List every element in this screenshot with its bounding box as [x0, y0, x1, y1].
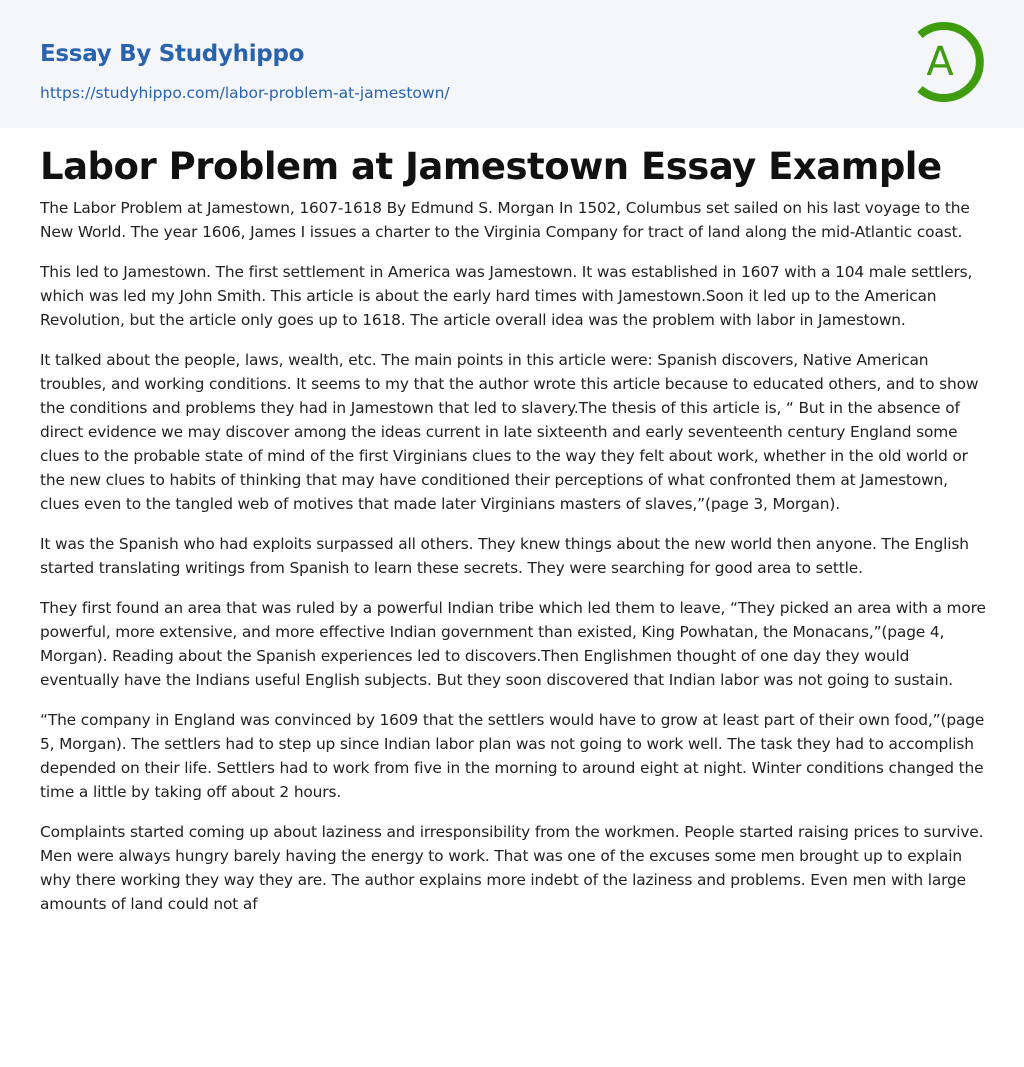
paragraph: Complaints started coming up about laziness and irresponsibility from the workmen. People started raising prices to survive. Men were always hungry barely having the energy to work. That was one of the excuses some men brought up to explain why there working they way they are. The author explains more indebt of the laziness and problems. Even men with large amounts of land could not af	[40, 823, 984, 913]
paragraph: This led to Jamestown. The first settlement in America was Jamestown. It was established in 1607 with a 104 male settlers, which was led my John Smith. This article is about the early hard times with Jamestown.Soon it led up to the American Revolution, but the article only goes up to 1618. The article overall idea was the problem with labor in Jamestown.	[40, 263, 973, 329]
article-body	[40, 196, 986, 932]
studyhippo-logo-icon[interactable]	[912, 19, 986, 105]
paragraph: They first found an area that was ruled by a powerful Indian tribe which led them to leave, “They picked an area with a more powerful, more extensive, and more effective Indian government than existed, King Powhatan, the Monacans,”(page 4, Morgan). Reading about the Spanish experiences led to discovers.Then Englishmen thought of one day they would eventually have the Indians useful English subjects. But they soon discovered that Indian labor was not going to sustain.	[40, 599, 986, 689]
logo-letter: A	[926, 39, 954, 85]
brand-title: Essay By Studyhippo	[40, 41, 305, 67]
article-url-link[interactable]: https://studyhippo.com/labor-problem-at-jamestown/	[40, 84, 450, 102]
paragraph: “The company in England was convinced by 1609 that the settlers would have to grow at least part of their own food,”(page 5, Morgan). The settlers had to step up since Indian labor plan was not going to work well. The task they had to accomplish depended on their life. Settlers had to work from five in the morning to around eight at night. Winter conditions changed the time a little by taking off about 2 hours.	[40, 711, 985, 801]
site-header	[0, 0, 1024, 128]
paragraph: It talked about the people, laws, wealth, etc. The main points in this article were: Spanish discovers, Native American troubles, and working conditions. It seems to my that the author wrote this article because to educated others, and to show the conditions and problems they had in Jamestown that led to slavery.The thesis of this article is, “ But in the absence of direct evidence we may discover among the ideas current in late sixteenth and early seventeenth century England some clues to the probable state of mind of the first Virginians clues to the way they felt about work, whether in the old world or the new clues to habits of thinking that may have conditioned their perceptions of what confronted them at Jamestown, clues even to the tangled web of motives that made later Virginians masters of slaves,”(page 3, Morgan).	[40, 351, 979, 513]
paragraph: It was the Spanish who had exploits surpassed all others. They knew things about the new world then anyone. The English started translating writings from Spanish to learn these secrets. They were searching for good area to settle.	[40, 535, 969, 577]
page-title: Labor Problem at Jamestown Essay Example	[40, 145, 942, 188]
paragraph: The Labor Problem at Jamestown, 1607-1618 By Edmund S. Morgan In 1502, Columbus set sailed on his last voyage to the New World. The year 1606, James I issues a charter to the Virginia Company for tract of land along the mid-Atlantic coast.	[40, 199, 970, 241]
